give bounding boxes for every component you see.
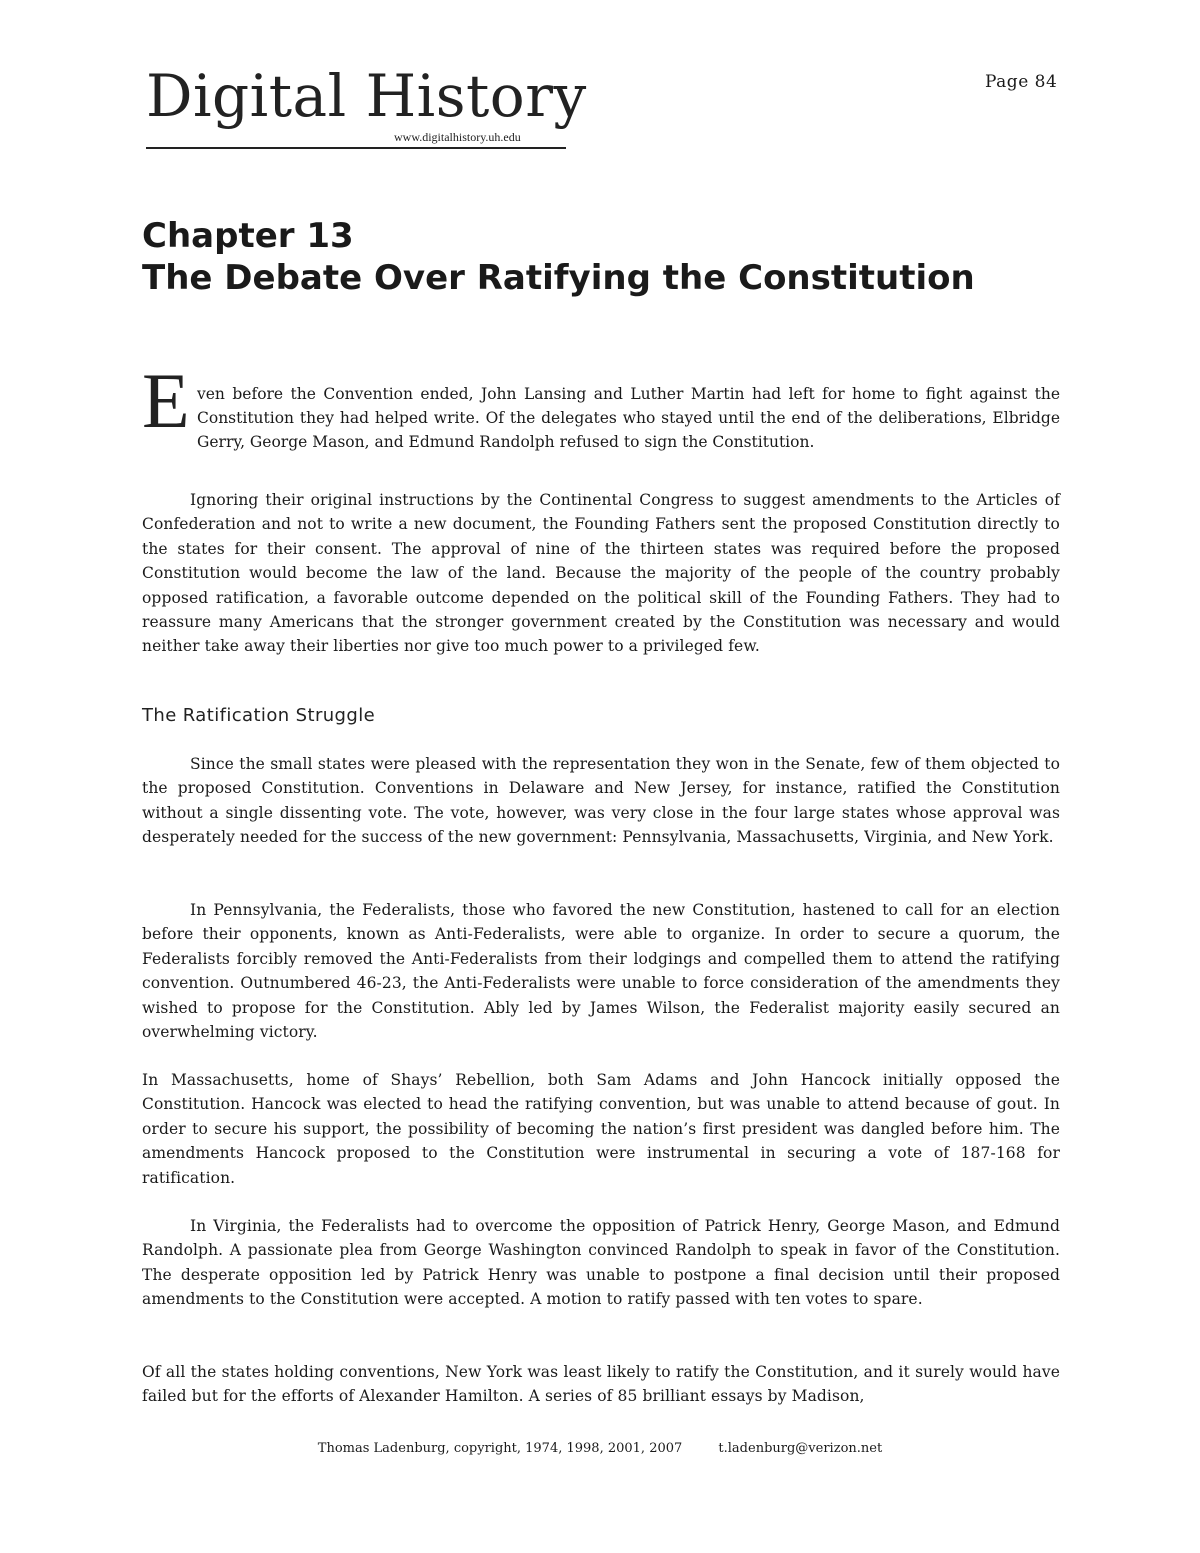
page-number: Page 84 bbox=[985, 72, 1058, 92]
paragraph: Ignoring their original instructions by the Continental Congress to suggest amendments to the Articles of Confederation and not to write a new document, the Founding Fathers sent the proposed Constitution directly to the states for their consent. The approval of nine of the thirteen states was required before the proposed Constitution would become the law of the land. Because the majority of the people of the country probably opposed ratification, a favorable outcome depended on the political skill of the Founding Fathers. They had to reassure many Americans that the stronger government created by the Constitution was necessary and would neither take away their liberties nor give too much power to a privileged few. bbox=[142, 491, 1060, 656]
section-paragraph bbox=[142, 1068, 1060, 1190]
logo-underline bbox=[146, 147, 566, 149]
section-paragraph bbox=[142, 898, 1060, 1044]
body-section-intro bbox=[142, 488, 1060, 659]
section-paragraph bbox=[142, 752, 1060, 850]
paragraph: In Massachusetts, home of Shays’ Rebellion, both Sam Adams and John Hancock initially opposed the Constitution. Hancock was elected to head the ratifying convention, but was unable to attend because of gout. In order to secure his support, the possibility of becoming the nation’s first president was dangled before him. The amendments Hancock proposed to the Constitution were instrumental in securing a vote of 187-168 for ratification. bbox=[142, 1071, 1060, 1187]
digital-history-logo bbox=[146, 62, 587, 152]
chapter-title: The Debate Over Ratifying the Constitution bbox=[142, 258, 975, 298]
drop-cap: E bbox=[142, 357, 190, 444]
intro-text: ven before the Convention ended, John Lansing and Luther Martin had left for home to fight against the Constitution they had helped write. Of the delegates who stayed until the end of the deliberations, Elbridge Gerry, George Mason, and Edmund Randolph refused to sign the Constitution. bbox=[197, 384, 1060, 452]
paragraph: In Pennsylvania, the Federalists, those who favored the new Constitution, hastened to call for an election before their opponents, known as Anti-Federalists, were able to organize. In order to secure a quorum, the Federalists forcibly removed the Anti-Federalists from their lodgings and compelled them to attend the ratifying convention. Outnumbered 46-23, the Anti-Federalists were unable to force consideration of the amendments they wished to propose for the Constitution. Ably led by James Wilson, the Federalist majority easily secured an overwhelming victory. bbox=[142, 901, 1060, 1042]
footer-email: t.ladenburg@verizon.net bbox=[718, 1441, 883, 1456]
section-paragraph bbox=[142, 1214, 1060, 1312]
paragraph: In Virginia, the Federalists had to overcome the opposition of Patrick Henry, George Mason, and Edmund Randolph. A passionate plea from George Washington convinced Randolph to speak in favor of the Constitution. The desperate opposition led by Patrick Henry was unable to postpone a final decision until their proposed amendments to the Constitution were accepted. A motion to ratify passed with ten votes to spare. bbox=[142, 1217, 1060, 1309]
logo-title: Digital History bbox=[146, 62, 587, 130]
section-paragraph bbox=[142, 1360, 1060, 1409]
logo-url: www.digitalhistory.uh.edu bbox=[394, 130, 521, 144]
paragraph: Of all the states holding conventions, New York was least likely to ratify the Constitution, and it surely would have failed but for the efforts of Alexander Hamilton. A series of 85 brilliant essays by Madison, bbox=[142, 1363, 1060, 1406]
chapter-heading bbox=[142, 215, 975, 299]
section-heading: The Ratification Struggle bbox=[142, 705, 376, 726]
chapter-number: Chapter 13 bbox=[142, 216, 354, 256]
paragraph: Since the small states were pleased with the representation they won in the Senate, few of them objected to the proposed Constitution. Conventions in Delaware and New Jersey, for instance, ratified the Constitution without a single dissenting vote. The vote, however, was very close in the four large states whose approval was desperately needed for the success of the new government: Pennsylvania, Massachusetts, Virginia, and New York. bbox=[142, 755, 1060, 847]
page-footer bbox=[0, 1441, 1200, 1456]
footer-copyright: Thomas Ladenburg, copyright, 1974, 1998, 2001, 2007 bbox=[317, 1441, 683, 1456]
intro-paragraph bbox=[142, 357, 1060, 470]
